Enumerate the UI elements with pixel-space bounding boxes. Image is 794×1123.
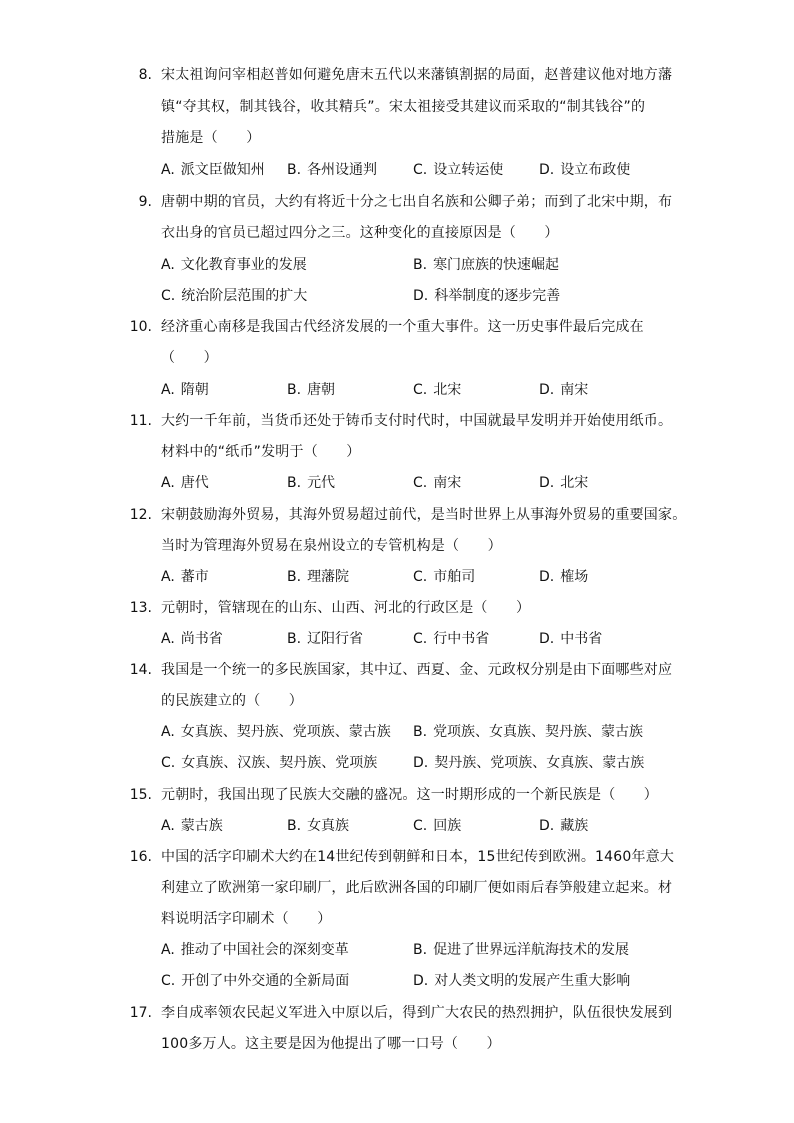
option-b[interactable]: B. 唐朝 <box>287 382 336 398</box>
question-text-line: 李自成率领农民起义军进入中原以后，得到广大农民的热烈拥护，队伍很快发展到 <box>161 1005 673 1021</box>
question-text-line: 的民族建立的（ ） <box>161 693 303 709</box>
option-c[interactable]: C. 市舶司 <box>413 569 476 585</box>
question-number: 11. <box>129 413 152 429</box>
question-number: 12. <box>129 507 152 523</box>
question-number: 13. <box>129 600 152 616</box>
option-d[interactable]: D. 南宋 <box>539 382 589 398</box>
question-text-line: 料说明活字印刷术（ ） <box>161 911 332 927</box>
question-text-line: 中国的活字印刷术大约在14世纪传到朝鲜和日本，15世纪传到欧洲。1460年意大 <box>161 849 675 865</box>
option-d[interactable]: D. 对人类文明的发展产生重大影响 <box>413 973 631 989</box>
option-c[interactable]: C. 回族 <box>413 818 462 834</box>
option-c[interactable]: C. 设立转运使 <box>413 162 504 178</box>
question-number: 10. <box>129 319 152 335</box>
question-text-line: 宋朝鼓励海外贸易，其海外贸易超过前代，是当时世界上从事海外贸易的重要国家。 <box>161 507 687 523</box>
option-a[interactable]: A. 女真族、契丹族、党项族、蒙古族 <box>161 724 391 740</box>
question-text-line: 措施是（ ） <box>161 130 261 146</box>
question-number: 8. <box>138 67 152 83</box>
question-number: 16. <box>129 849 152 865</box>
question-text-line: 100多万人。这主要是因为他提出了哪一口号（ ） <box>161 1036 501 1052</box>
option-d[interactable]: D. 中书省 <box>539 631 603 647</box>
option-a[interactable]: A. 尚书省 <box>161 631 223 647</box>
question-number: 15. <box>129 787 152 803</box>
option-a[interactable]: A. 隋朝 <box>161 382 209 398</box>
option-a[interactable]: A. 派文臣做知州 <box>161 162 265 178</box>
question-text-line: 当时为管理海外贸易在泉州设立的专管机构是（ ） <box>161 538 502 554</box>
question-text-line: 经济重心南移是我国古代经济发展的一个重大事件。这一历史事件最后完成在 <box>161 319 644 335</box>
option-a[interactable]: A. 推动了中国社会的深刻变革 <box>161 942 349 958</box>
option-c[interactable]: C. 开创了中外交通的全新局面 <box>161 973 350 989</box>
question-text-line: 镇“夺其权，制其钱谷，收其精兵”。宋太祖接受其建议而采取的“制其钱谷”的 <box>161 99 646 115</box>
question-text-line: 元朝时，管辖现在的山东、山西、河北的行政区是（ ） <box>161 600 531 616</box>
option-d[interactable]: D. 榷场 <box>539 569 589 585</box>
question-text-line: 利建立了欧洲第一家印刷厂，此后欧洲各国的印刷厂便如雨后春笋般建立起来。材 <box>161 880 673 896</box>
question-number: 9. <box>138 194 152 210</box>
option-c[interactable]: C. 行中书省 <box>413 631 490 647</box>
question-text-line: 宋太祖询问宰相赵普如何避免唐末五代以来藩镇割据的局面，赵普建议他对地方藩 <box>161 67 673 83</box>
option-a[interactable]: A. 文化教育事业的发展 <box>161 257 307 273</box>
option-a[interactable]: A. 蕃市 <box>161 569 209 585</box>
question-text-line: 衣出身的官员已超过四分之三。这种变化的直接原因是（ ） <box>161 225 559 241</box>
option-c[interactable]: C. 女真族、汉族、契丹族、党项族 <box>161 755 378 771</box>
option-d[interactable]: D. 藏族 <box>539 818 589 834</box>
option-b[interactable]: B. 元代 <box>287 475 336 491</box>
question-text-line: 唐朝中期的官员，大约有将近十分之七出自名族和公卿子弟；而到了北宋中期，布 <box>161 194 673 210</box>
option-a[interactable]: A. 唐代 <box>161 475 209 491</box>
option-d[interactable]: D. 科举制度的逐步完善 <box>413 288 561 304</box>
option-c[interactable]: C. 统治阶层范围的扩大 <box>161 288 308 304</box>
option-c[interactable]: C. 北宋 <box>413 382 462 398</box>
option-b[interactable]: B. 辽阳行省 <box>287 631 364 647</box>
question-text-line: 我国是一个统一的多民族国家，其中辽、西夏、金、元政权分别是由下面哪些对应 <box>161 662 673 678</box>
question-text-line: 元朝时，我国出现了民族大交融的盛况。这一时期形成的一个新民族是（ ） <box>161 787 658 803</box>
question-number: 14. <box>129 662 152 678</box>
question-text-line: （ ） <box>161 350 218 366</box>
option-b[interactable]: B. 各州设通判 <box>287 162 378 178</box>
question-text-line: 材料中的“纸币”发明于（ ） <box>161 444 361 460</box>
option-b[interactable]: B. 寒门庶族的快速崛起 <box>413 257 560 273</box>
question-text-line: 大约一千年前，当货币还处于铸币支付时代时，中国就最早发明并开始使用纸币。 <box>161 413 673 429</box>
option-b[interactable]: B. 党项族、女真族、契丹族、蒙古族 <box>413 724 644 740</box>
option-d[interactable]: D. 北宋 <box>539 475 589 491</box>
option-b[interactable]: B. 理藩院 <box>287 569 350 585</box>
option-c[interactable]: C. 南宋 <box>413 475 462 491</box>
option-a[interactable]: A. 蒙古族 <box>161 818 223 834</box>
option-d[interactable]: D. 设立布政使 <box>539 162 631 178</box>
option-d[interactable]: D. 契丹族、党项族、女真族、蒙古族 <box>413 755 645 771</box>
option-b[interactable]: B. 促进了世界远洋航海技术的发展 <box>413 942 630 958</box>
option-b[interactable]: B. 女真族 <box>287 818 350 834</box>
question-number: 17. <box>129 1005 152 1021</box>
